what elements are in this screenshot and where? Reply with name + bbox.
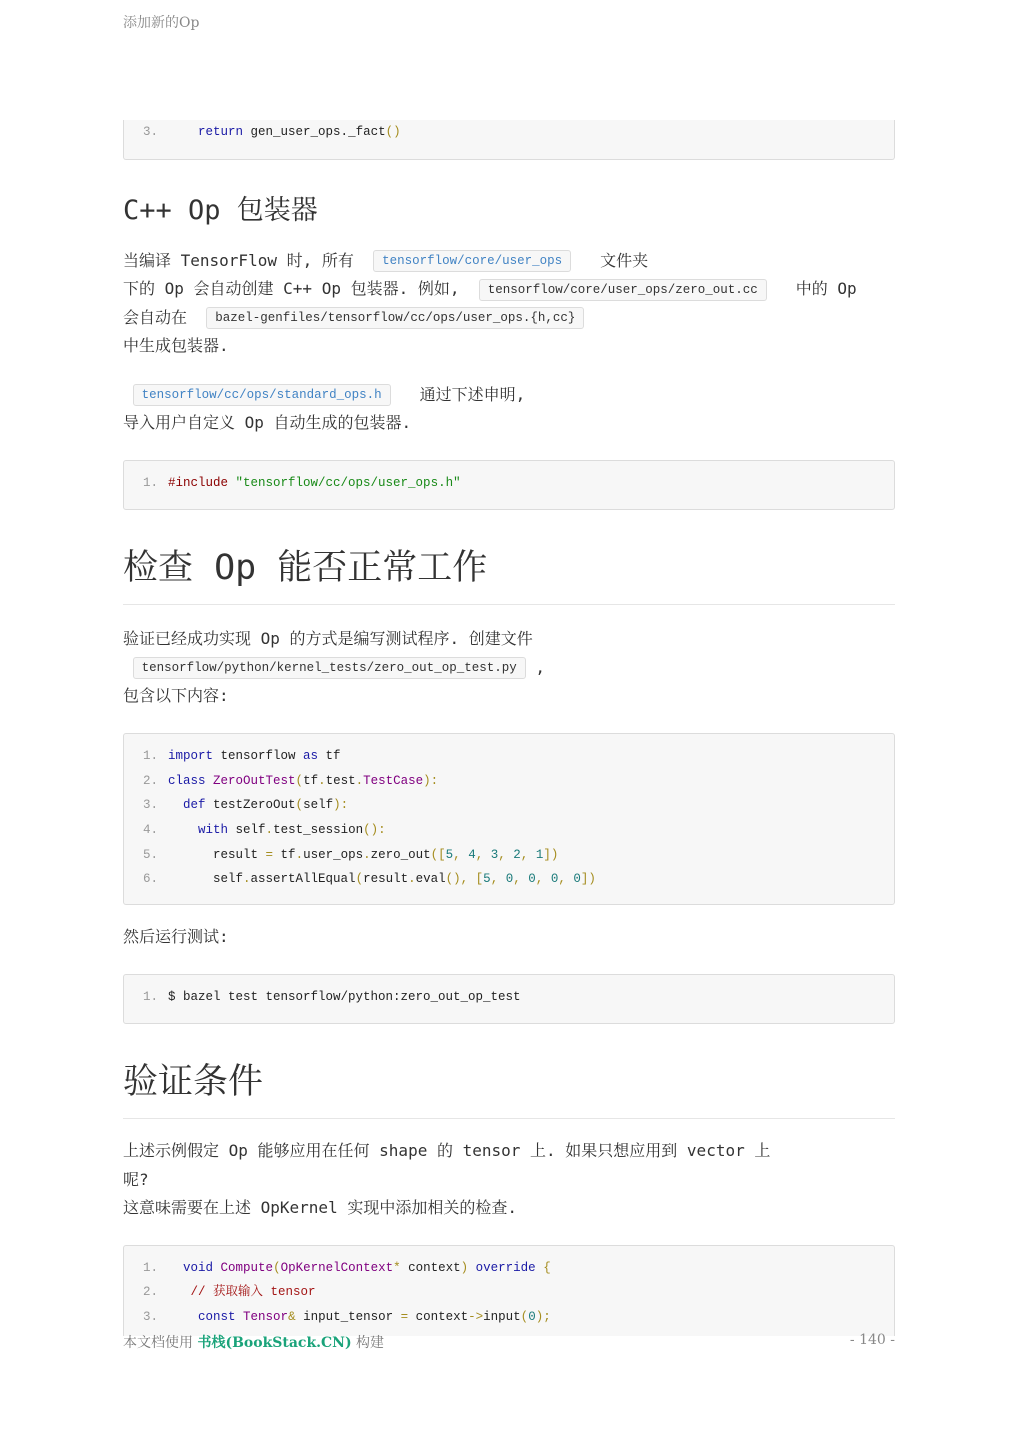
code-line: 3. return gen_user_ops._fact()	[142, 125, 401, 139]
page-number: - 140 -	[849, 1332, 895, 1348]
paragraph-run-test: 然后运行测试:	[123, 927, 229, 946]
code-line: 4. with self.test_session():	[142, 822, 386, 837]
code-line: 1. void Compute(OpKernelContext* context) override {	[142, 1260, 551, 1275]
code-line: 5. result = tf.user_ops.zero_out([5, 4, 3, 2, 1])	[142, 847, 559, 862]
code-block-command	[123, 974, 895, 1025]
code-line: 3. def testZeroOut(self):	[142, 798, 349, 813]
code-block-fact	[123, 120, 895, 160]
code-line: 1. import tensorflow as tf	[142, 748, 341, 763]
footer-credit: 本文档使用 书栈(BookStack.CN) 构建	[123, 1335, 385, 1351]
code-block-compute	[123, 1245, 895, 1336]
inline-code: tensorflow/core/user_ops	[373, 250, 571, 272]
inline-code: tensorflow/core/user_ops/zero_out.cc	[479, 279, 767, 301]
code-line: 6. self.assertAllEqual(result.eval(), [5, 0, 0, 0, 0])	[142, 872, 596, 887]
section-title-check: 检查 Op 能否正常工作	[123, 540, 895, 605]
paragraph-wrapper-intro: 当编译 TensorFlow 时, 所有 tensorflow/core/user_ops 文件夹 下的 Op 会自动创建 C++ Op 包装器. 例如, tensorflow/core/user_ops/zero_out.cc 中的 Op 会自动在 bazel-genfiles/tensorflow/cc/ops/user_ops.{h,cc} 中生成包装器.	[123, 250, 857, 356]
code-block-include	[123, 460, 895, 511]
paragraph-check-intro: 验证已经成功实现 Op 的方式是编写测试程序. 创建文件 tensorflow/python/kernel_tests/zero_out_op_test.py , 包含以下内容:	[123, 629, 545, 706]
code-line: 3. const Tensor& input_tensor = context->input(0);	[142, 1310, 551, 1325]
code-line: 1. #include "tensorflow/cc/ops/user_ops.h"	[142, 475, 461, 490]
code-line: 2. class ZeroOutTest(tf.test.TestCase):	[142, 773, 439, 788]
section-title-verify: 验证条件	[123, 1054, 895, 1119]
code-line: 1. $ bazel test tensorflow/python:zero_out_op_test	[142, 989, 521, 1004]
section-title-cpp-wrapper: C++ Op 包装器	[123, 194, 318, 226]
running-header: 添加新的Op	[123, 15, 200, 31]
paragraph-verify: 上述示例假定 Op 能够应用在任何 shape 的 tensor 上. 如果只想应用到 vector 上 呢? 这意味需要在上述 OpKernel 实现中添加相关的检查.	[123, 1141, 771, 1218]
code-line: 2. // 获取输入 tensor	[142, 1285, 316, 1300]
footer-brand-link[interactable]: 书栈(BookStack.CN)	[197, 1335, 352, 1351]
inline-code: bazel-genfiles/tensorflow/cc/ops/user_ops.{h,cc}	[206, 307, 584, 329]
inline-code: tensorflow/python/kernel_tests/zero_out_op_test.py	[133, 657, 526, 679]
inline-code: tensorflow/cc/ops/standard_ops.h	[133, 384, 391, 406]
code-block-test	[123, 733, 895, 905]
paragraph-wrapper-include: tensorflow/cc/ops/standard_ops.h 通过下述申明, 导入用户自定义 Op 自动生成的包装器.	[123, 384, 526, 433]
page-content	[123, 120, 895, 1336]
